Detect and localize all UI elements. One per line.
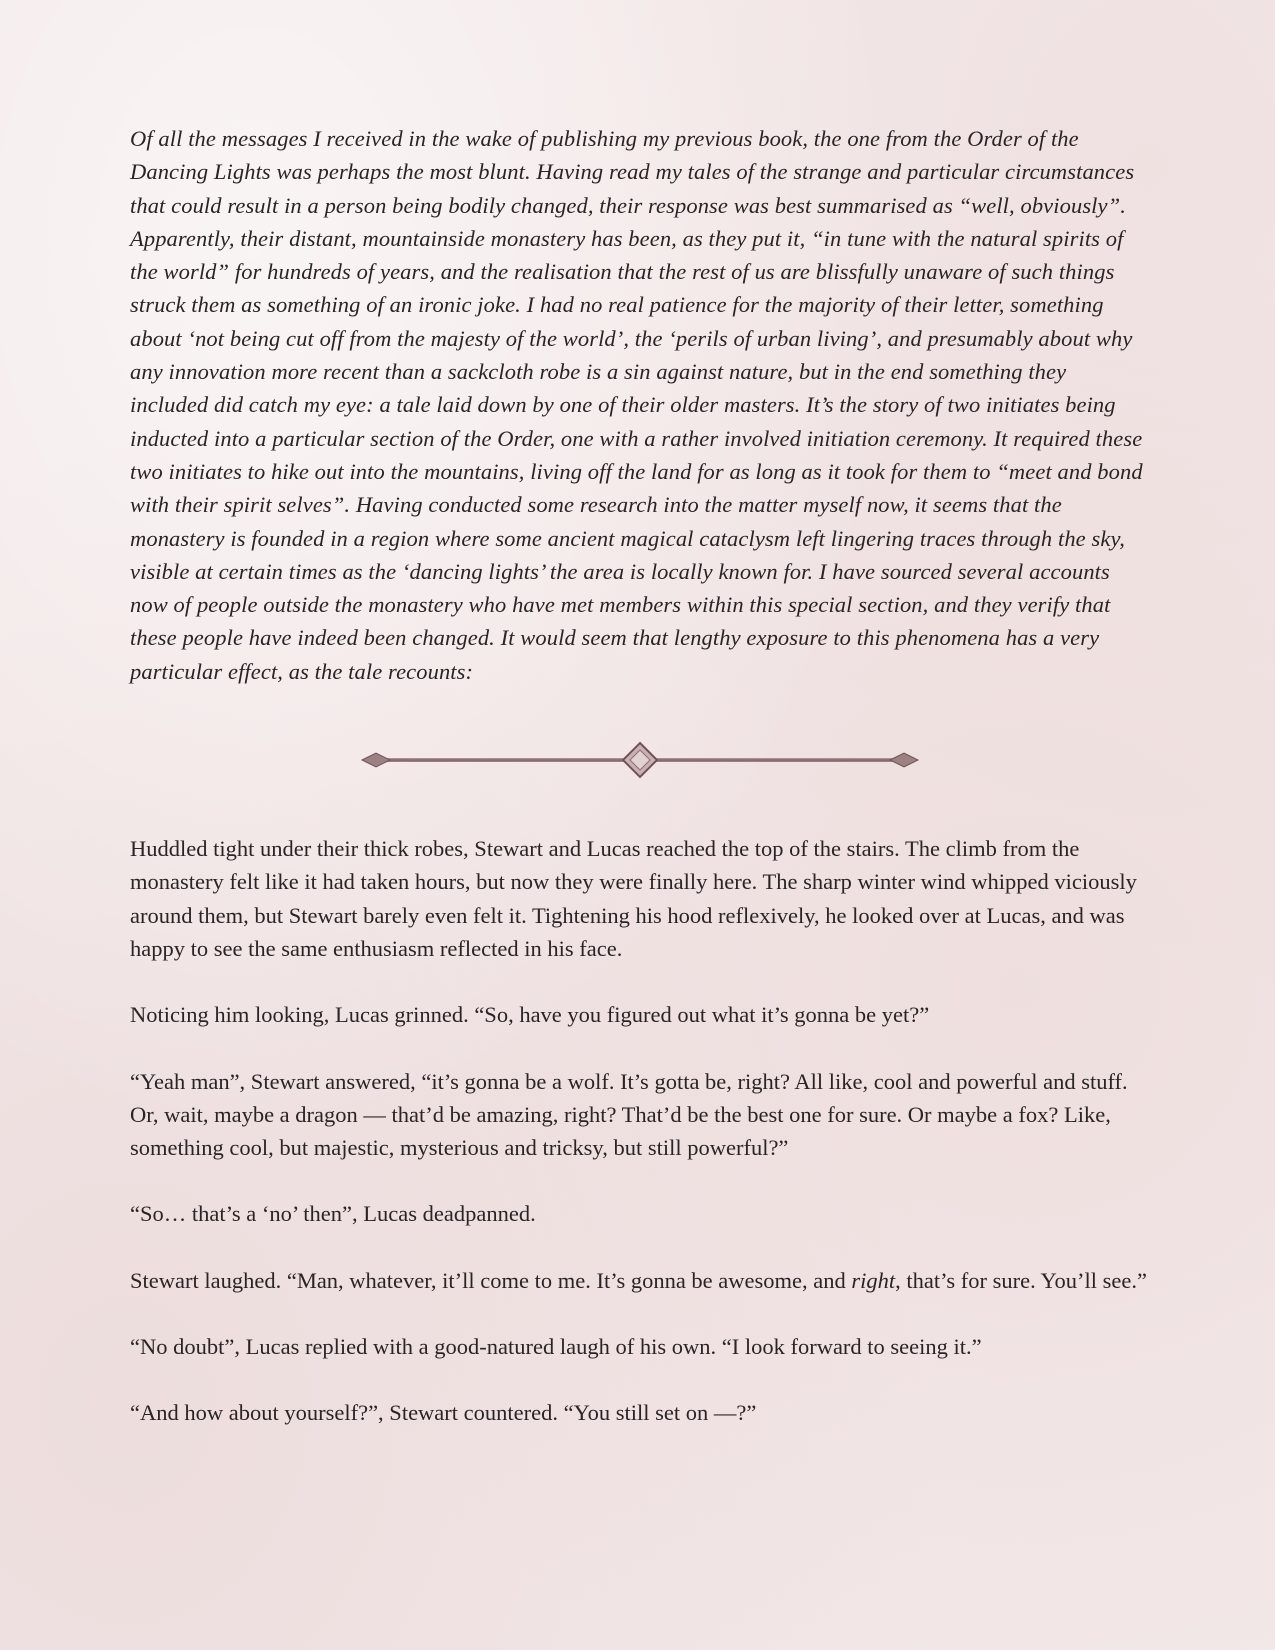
story-paragraph-3: “Yeah man”, Stewart answered, “it’s gonna be a wolf. It’s gotta be, right? All like, cool and powerful and stuff. Or, wait, maybe a dragon — that’d be amazing, right? That’d be the best one for sure. Or maybe a fox? Like, something cool, but majestic, mysterious and tricksy, but still powerful?” [130,1068,1128,1161]
story-paragraph-5 [130,1264,1150,1297]
story-section [130,832,1150,1430]
story-paragraph-7: “And how about yourself?”, Stewart countered. “You still set on —?” [130,1400,757,1426]
page-content [130,122,1150,1430]
intro-paragraph: Of all the messages I received in the wake of publishing my previous book, the one from the Order of the Dancing Lights was perhaps the most blunt. Having read my tales of the strange and particular circumstances that could result in a person being bodily changed, their response was best summarised as “well, obviously”. Apparently, their distant, mountainside monastery has been, as they put it, “in tune with the natural spirits of the world” for hundreds of years, and the realisation that the rest of us are blissfully unaware of such things struck them as something of an ironic joke. I had no real patience for the majority of their letter, something about ‘not being cut off from the majesty of the world’, the ‘perils of urban living’, and presumably about why any innovation more recent than a sackcloth robe is a sin against nature, but in the end something they included did catch my eye: a tale laid down by one of their older masters. It’s the story of two initiates being inducted into a particular section of the Order, one with a rather involved initiation ceremony. It required these two initiates to hike out into the mountains, living off the land for as long as it took for them to “meet and bond with their spirit selves”. Having conducted some research into the matter myself now, it seems that the monastery is founded in a region where some ancient magical cataclysm left lingering traces through the sky, visible at certain times as the ‘dancing lights’ the area is locally known for. I have sourced several accounts now of people outside the monastery who have met members within this special section, and they verify that these people have indeed been changed. It would seem that lengthy exposure to this phenomena has a very particular effect, as the tale recounts: [130,126,1143,684]
story-paragraph-1: Huddled tight under their thick robes, Stewart and Lucas reached the top of the stairs. The climb from the monastery felt like it had taken hours, but now they were finally here. The sharp winter wind whipped viciously around them, but Stewart barely even felt it. Tightening his hood reflexively, he looked over at Lucas, and was happy to see the same enthusiasm reflected in his face. [130,836,1137,961]
story-paragraph-2: Noticing him looking, Lucas grinned. “So, have you figured out what it’s gonna be yet?” [130,1002,930,1028]
ornamental-divider [360,740,920,780]
story-paragraph-5-start: Stewart laughed. “Man, whatever, it’ll come to me. It’s gonna be awesome, and [130,1267,852,1293]
divider-ornament-icon [360,740,920,780]
story-paragraph-5-emphasis: right [851,1267,896,1293]
story-paragraph-4: “So… that’s a ‘no’ then”, Lucas deadpanned. [130,1201,536,1227]
story-paragraph-5-end: , that’s for sure. You’ll see.” [895,1267,1147,1293]
story-paragraph-6: “No doubt”, Lucas replied with a good-natured laugh of his own. “I look forward to seeing it.” [130,1334,982,1360]
